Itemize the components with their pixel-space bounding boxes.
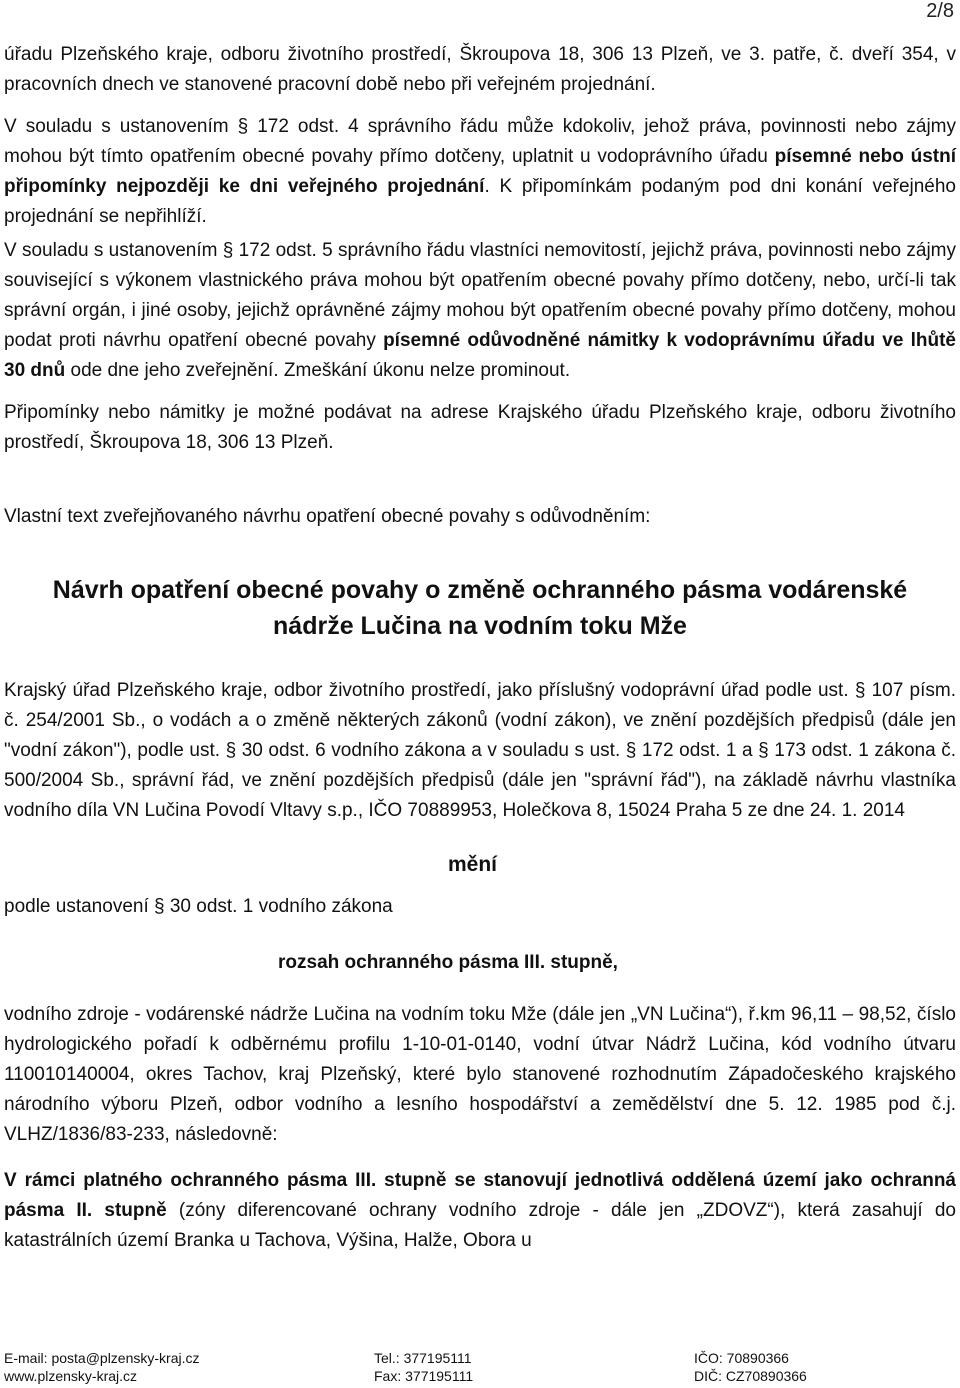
paragraph-inspection-place: úřadu Plzeňského kraje, odboru životního prostředí, Škroupova 18, 306 13 Plzeň, ve 3. patře, č. dveří 354, v pracovních dnech ve stanovené pracovní době nebo při veřejném projednání.: [4, 44, 956, 95]
paragraph-zones: V rámci platného ochranného pásma III. stupně se stanovují jednotlivá oddělená území jako ochranná pásma II. stupně (zóny diferencované ochrany vodního zdroje - dále jen „ZDOVZ“), která zasahují do katastrálních území Branka u Tachova, Výšina, Halže, Obora u: [4, 1170, 956, 1251]
footer-tel: Tel.: 377195111: [374, 1350, 472, 1366]
proposal-title: Návrh opatření obecné povahy o změně ochranného pásma vodárenské nádrže Lučina na vodním toku Mže: [52, 576, 908, 640]
paragraph-podle: podle ustanovení § 30 odst. 1 vodního zákona: [4, 896, 393, 917]
verb-meni: mění: [448, 853, 498, 876]
footer-web: www.plzensky-kraj.cz: [4, 1368, 138, 1384]
heading-rozsah: rozsah ochranného pásma III. stupně,: [278, 952, 618, 973]
comments-deadline: písemné nebo ústní připomínky nejpozději ke dni veřejného projednání: [4, 146, 957, 197]
paragraph-comments: V souladu s ustanovením § 172 odst. 4 správního řádu může kdokoliv, jehož práva, povinnosti nebo zájmy mohou být tímto opatřením obecné povahy přímo dotčeny, uplatnit u vodoprávního úřadu písemné nebo ústní připomínky nejpozději ke dni veřejného projednání. K připomínkám podaným pod dni konání veřejného projednání se nepřihlíží.: [4, 116, 957, 227]
footer-fax: Fax: 377195111: [374, 1368, 474, 1384]
page-footer: [4, 1348, 956, 1388]
footer-email: E-mail: posta@plzensky-kraj.cz: [4, 1350, 200, 1366]
paragraph-intro-text: Vlastní text zveřejňovaného návrhu opatření obecné povahy s odůvodněním:: [4, 506, 651, 527]
paragraph-water-source: vodního zdroje - vodárenské nádrže Lučina na vodním toku Mže (dále jen „VN Lučina“), ř.km 96,11 – 98,52, číslo hydrologického pořadí k odběrnému profilu 1-10-01-0140, vodní útvar Nádrž Lučina, kód vodního útvaru 110010140004, okres Tachov, kraj Plzeňský, které bylo stanovené rozhodnutím Západočeského krajského národního výboru Plzeň, odbor vodního a lesního hospodářství a zemědělství dne 5. 12. 1985 pod č.j. VLHZ/1836/83-233, následovně:: [4, 1004, 956, 1145]
paragraph-authority: Krajský úřad Plzeňského kraje, odbor životního prostředí, jako příslušný vodoprávní úřad podle ust. § 107 písm. č. 254/2001 Sb., o vodách a o změně některých zákonů (vodní zákon), ve znění pozdějších předpisů (dále jen "vodní zákon"), podle ust. § 30 odst. 6 vodního zákona a v souladu s ust. § 172 odst. 1 a § 173 odst. 1 zákona č. 500/2004 Sb., správní řád, ve znění pozdějších předpisů (dále jen "správní řád"), na základě návrhu vlastníka vodního díla VN Lučina Povodí Vltavy s.p., IČO 70889953, Holečkova 8, 15024 Praha 5 ze dne 24. 1. 2014: [4, 680, 957, 821]
paragraph-objections: V souladu s ustanovením § 172 odst. 5 správního řádu vlastníci nemovitostí, jejichž práva, povinnosti nebo zájmy související s výkonem vlastnického práva mohou být opatřením obecné povahy přímo dotčeny, nebo, určí-li tak správní orgán, i jiné osoby, jejichž oprávněné zájmy mohou být opatřením obecné povahy přímo dotčeny, mohou podat proti návrhu opatření obecné povahy písemné odůvodněné námitky k vodoprávnímu úřadu ve lhůtě 30 dnů ode dne jeho zveřejnění. Zmeškání úkonu nelze prominout.: [4, 240, 956, 381]
footer-dic: DIČ: CZ70890366: [694, 1368, 807, 1384]
footer-ico: IČO: 70890366: [694, 1350, 789, 1366]
paragraph-submission-address: Připomínky nebo námitky je možné podávat na adrese Krajského úřadu Plzeňského kraje, odboru životního prostředí, Škroupova 18, 306 13 Plzeň.: [4, 402, 956, 453]
page-number: 2/8: [926, 0, 954, 22]
objections-deadline: písemné odůvodněné námitky k vodoprávnímu úřadu ve lhůtě 30 dnů: [4, 330, 956, 381]
document-body: [4, 0, 956, 1256]
